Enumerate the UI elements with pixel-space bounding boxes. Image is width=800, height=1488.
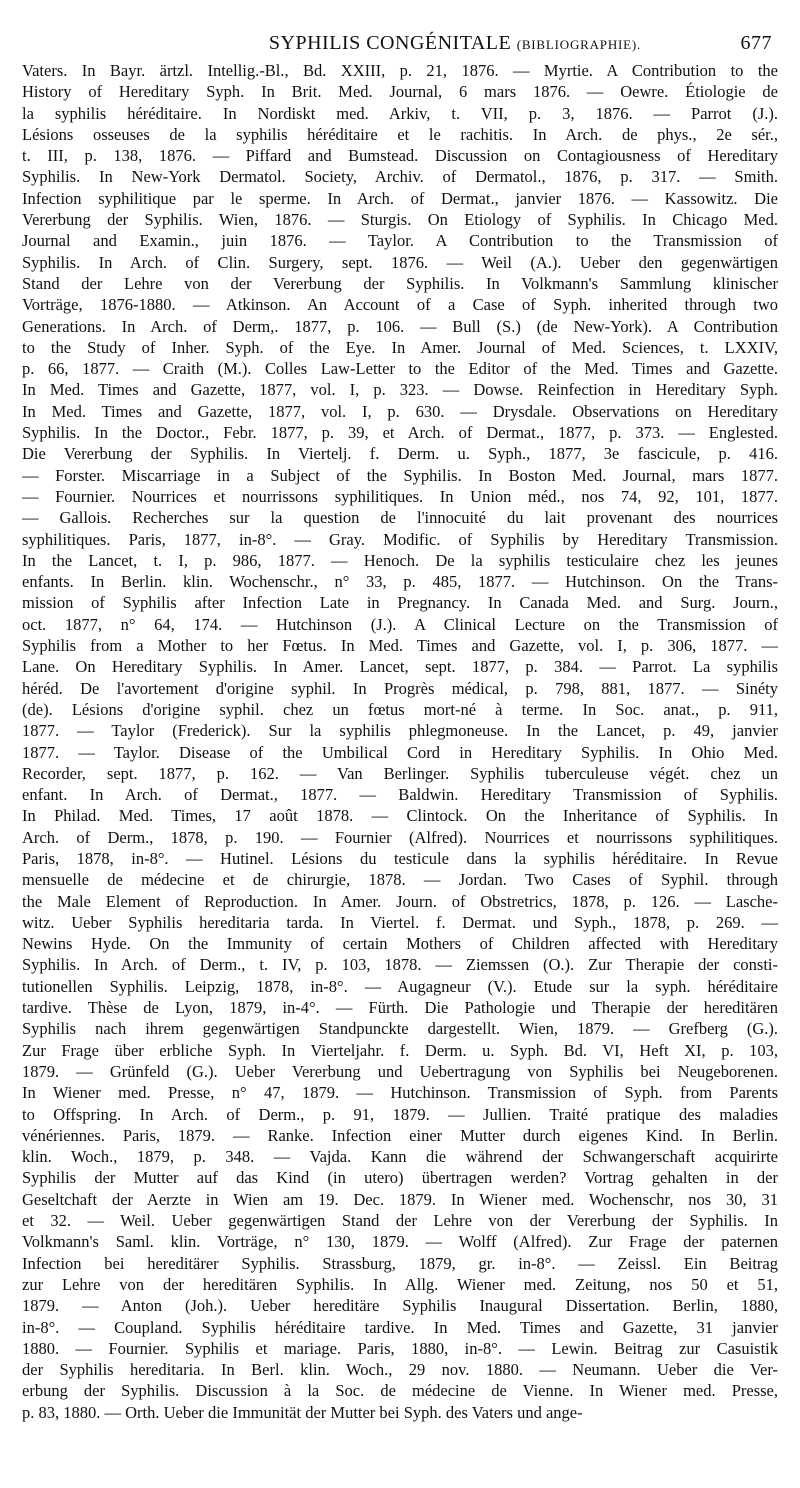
text-line: Infection syphilitique par le sperme. In Arch. of Dermat., janvier 1876. — Kassowitz. Die bbox=[22, 188, 778, 208]
text-line: to Offspring. In Arch. of Derm., p. 91, 1879. — Jullien. Traité pratique des maladies bbox=[22, 1104, 778, 1124]
text-line: History of Hereditary Syph. In Brit. Med. Journal, 6 mars 1876. — Oewre. Étiologie de bbox=[22, 82, 778, 102]
text-line: Zur Frage über erbliche Syph. In Vierteljahr. f. Derm. u. Syph. Bd. VI, Heft XI, p. 103, bbox=[22, 1040, 778, 1060]
text-line: Vorträge, 1876-1880. — Atkinson. An Account of a Case of Syph. inherited through two bbox=[22, 295, 778, 315]
text-line: Syphilis. In the Doctor., Febr. 1877, p. 39, et Arch. of Dermat., 1877, p. 373. — Englested. bbox=[22, 423, 778, 443]
text-line: Generations. In Arch. of Derm,. 1877, p. 106. — Bull (S.) (de New-York). A Contribution bbox=[22, 316, 778, 336]
title-sub: (BIBLIOGRAPHIE). bbox=[516, 37, 642, 52]
text-line: Syphilis from a Mother to her Fœtus. In Med. Times and Gazette, vol. I, p. 306, 1877. — bbox=[22, 636, 778, 656]
text-line: Lane. On Hereditary Syphilis. In Amer. Lancet, sept. 1877, p. 384. — Parrot. La syphilis bbox=[22, 657, 778, 677]
text-line: vénériennes. Paris, 1879. — Ranke. Infection einer Mutter durch eigenes Kind. In Berlin. bbox=[22, 1125, 778, 1145]
text-line: Syphilis. In Arch. of Derm., t. IV, p. 103, 1878. — Ziemssen (O.). Zur Therapie der consti- bbox=[22, 955, 778, 975]
text-line: Recorder, sept. 1877, p. 162. — Van Berlinger. Syphilis tuberculeuse végét. chez un bbox=[22, 763, 778, 783]
text-line: Infection bei hereditärer Syphilis. Strassburg, 1879, gr. in-8°. — Zeissl. Ein Beitrag bbox=[22, 1253, 778, 1273]
text-line: 1879. — Anton (Joh.). Ueber hereditäre Syphilis Inaugural Dissertation. Berlin, 1880, bbox=[22, 1296, 778, 1316]
text-line: In Med. Times and Gazette, 1877, vol. I, p. 323. — Dowse. Reinfection in Hereditary Syph. bbox=[22, 380, 778, 400]
text-line: enfants. In Berlin. klin. Wochenschr., n° 33, p. 485, 1877. — Hutchinson. On the Trans- bbox=[22, 572, 778, 592]
title-main: SYPHILIS CONGÉNITALE bbox=[268, 32, 512, 54]
text-line: Syphilis. In Arch. of Clin. Surgery, sept. 1876. — Weil (A.). Ueber den gegenwärtigen bbox=[22, 252, 778, 272]
text-line: 1879. — Grünfeld (G.). Ueber Vererbung und Uebertragung von Syphilis bei Neugeborenen. bbox=[22, 1061, 778, 1081]
text-line: witz. Ueber Syphilis hereditaria tarda. In Viertel. f. Dermat. und Syph., 1878, p. 269. — bbox=[22, 912, 778, 932]
text-line: tardive. Thèse de Lyon, 1879, in-4°. — Fürth. Die Pathologie und Therapie der hereditären bbox=[22, 998, 778, 1018]
text-line: Syphilis der Mutter auf das Kind (in utero) übertragen werden? Vortrag gehalten in der bbox=[22, 1168, 778, 1188]
text-line: Vaters. In Bayr. ärtzl. Intellig.-Bl., Bd. XXIII, p. 21, 1876. — Myrtie. A Contribution to the bbox=[22, 61, 778, 80]
text-line: Lésions osseuses de la syphilis héréditaire et le rachitis. In Arch. de phys., 2e sér., bbox=[22, 124, 778, 144]
text-line: et 32. — Weil. Ueber gegenwärtigen Stand der Lehre von der Vererbung der Syphilis. In bbox=[22, 1211, 778, 1231]
text-line: 1880. — Fournier. Syphilis et mariage. Paris, 1880, in-8°. — Lewin. Beitrag zur Casuistik bbox=[22, 1338, 778, 1358]
text-line: the Male Element of Reproduction. In Amer. Journ. of Obstretrics, 1878, p. 126. — Lasche- bbox=[22, 891, 778, 911]
text-line: Volkmann's Saml. klin. Vorträge, n° 130, 1879. — Wolff (Alfred). Zur Frage der paternen bbox=[22, 1232, 778, 1252]
text-line: syphilitiques. Paris, 1877, in-8°. — Gray. Modific. of Syphilis by Hereditary Transmission. bbox=[22, 529, 778, 549]
text-line: — Fournier. Nourrices et nourrissons syphilitiques. In Union méd., nos 74, 92, 101, 1877. bbox=[22, 486, 778, 506]
text-line: oct. 1877, n° 64, 174. — Hutchinson (J.). A Clinical Lecture on the Transmission of bbox=[22, 614, 778, 634]
text-line: Vererbung der Syphilis. Wien, 1876. — Sturgis. On Etiology of Syphilis. In Chicago Med. bbox=[22, 210, 778, 230]
text-line: la syphilis héréditaire. In Nordiskt med. Arkiv, t. VII, p. 3, 1876. — Parrot (J.). bbox=[22, 103, 778, 123]
text-line: (de). Lésions d'origine syphil. chez un fœtus mort-né à terme. In Soc. anat., p. 911, bbox=[22, 699, 778, 719]
text-line: In Med. Times and Gazette, 1877, vol. I, p. 630. — Drysdale. Observations on Hereditary bbox=[22, 401, 778, 421]
text-line: mission of Syphilis after Infection Late in Pregnancy. In Canada Med. and Surg. Journ., bbox=[22, 593, 778, 613]
text-line: Arch. of Derm., 1878, p. 190. — Fournier (Alfred). Nourrices et nourrissons syphilitiques. bbox=[22, 827, 778, 847]
bibliography-text bbox=[22, 60, 778, 1423]
text-line: t. III, p. 138, 1876. — Piffard and Bumstead. Discussion on Contagiousness of Hereditary bbox=[22, 146, 778, 166]
text-line: der Syphilis hereditaria. In Berl. klin. Woch., 29 nov. 1880. — Neumann. Ueber die Ver- bbox=[22, 1360, 778, 1380]
text-line: p. 83, 1880. — Orth. Ueber die Immunität der Mutter bei Syph. des Vaters und ange- bbox=[22, 1402, 583, 1422]
text-line: — Forster. Miscarriage in a Subject of the Syphilis. In Boston Med. Journal, mars 1877. bbox=[22, 465, 778, 485]
text-line: klin. Woch., 1879, p. 348. — Vajda. Kann die während der Schwangerschaft acquirirte bbox=[22, 1147, 778, 1167]
text-line: 1877. — Taylor (Frederick). Sur la syphilis phlegmoneuse. In the Lancet, p. 49, janvier bbox=[22, 721, 778, 741]
text-line: enfant. In Arch. of Dermat., 1877. — Baldwin. Hereditary Transmission of Syphilis. bbox=[22, 785, 778, 805]
text-line: p. 66, 1877. — Craith (M.). Colles Law-Letter to the Editor of the Med. Times and Gazette. bbox=[22, 359, 778, 379]
text-line: erbung der Syphilis. Discussion à la Soc. de médecine de Vienne. In Wiener med. Presse, bbox=[22, 1381, 778, 1401]
text-line: Newins Hyde. On the Immunity of certain Mothers of Children affected with Hereditary bbox=[22, 934, 778, 954]
text-line: Journal and Examin., juin 1876. — Taylor. A Contribution to the Transmission of bbox=[22, 231, 778, 251]
text-line: 1877. — Taylor. Disease of the Umbilical Cord in Hereditary Syphilis. In Ohio Med. bbox=[22, 742, 778, 762]
text-line: Syphilis. In New-York Dermatol. Society, Archiv. of Dermatol., 1876, p. 317. — Smith. bbox=[22, 167, 778, 187]
text-line: In Philad. Med. Times, 17 août 1878. — Clintock. On the Inheritance of Syphilis. In bbox=[22, 806, 778, 826]
running-head bbox=[22, 28, 778, 58]
page-title bbox=[22, 32, 778, 55]
page-number: 677 bbox=[740, 32, 772, 54]
text-line: in-8°. — Coupland. Syphilis héréditaire tardive. In Med. Times and Gazette, 31 janvier bbox=[22, 1317, 778, 1337]
text-line: to the Study of Inher. Syph. of the Eye. In Amer. Journal of Med. Sciences, t. LXXIV, bbox=[22, 337, 778, 357]
text-line: In the Lancet, t. I, p. 986, 1877. — Henoch. De la syphilis testiculaire chez les jeunes bbox=[22, 550, 778, 570]
text-line: héréd. De l'avortement d'origine syphil. In Progrès médical, p. 798, 881, 1877. — Sinéty bbox=[22, 678, 778, 698]
text-line: — Gallois. Recherches sur la question de l'innocuité du lait provenant des nourrices bbox=[22, 508, 778, 528]
text-line: Geseltchaft der Aerzte in Wien am 19. Dec. 1879. In Wiener med. Wochenschr, nos 30, 31 bbox=[22, 1189, 778, 1209]
text-line: Die Vererbung der Syphilis. In Viertelj. f. Derm. u. Syph., 1877, 3e fascicule, p. 416. bbox=[22, 444, 778, 464]
text-line: Syphilis nach ihrem gegenwärtigen Standpunckte dargestellt. Wien, 1879. — Grefberg (G.). bbox=[22, 1019, 778, 1039]
text-line: Paris, 1878, in-8°. — Hutinel. Lésions du testicule dans la syphilis héréditaire. In Revue bbox=[22, 848, 778, 868]
text-line: mensuelle de médecine et de chirurgie, 1878. — Jordan. Two Cases of Syphil. through bbox=[22, 870, 778, 890]
text-line: tutionellen Syphilis. Leipzig, 1878, in-8°. — Augagneur (V.). Etude sur la syph. héréditaire bbox=[22, 976, 778, 996]
text-line: In Wiener med. Presse, n° 47, 1879. — Hutchinson. Transmission of Syph. from Parents bbox=[22, 1083, 778, 1103]
text-line: Stand der Lehre von der Vererbung der Syphilis. In Volkmann's Sammlung klinischer bbox=[22, 273, 778, 293]
text-line: zur Lehre von der hereditären Syphilis. In Allg. Wiener med. Zeitung, nos 50 et 51, bbox=[22, 1274, 778, 1294]
